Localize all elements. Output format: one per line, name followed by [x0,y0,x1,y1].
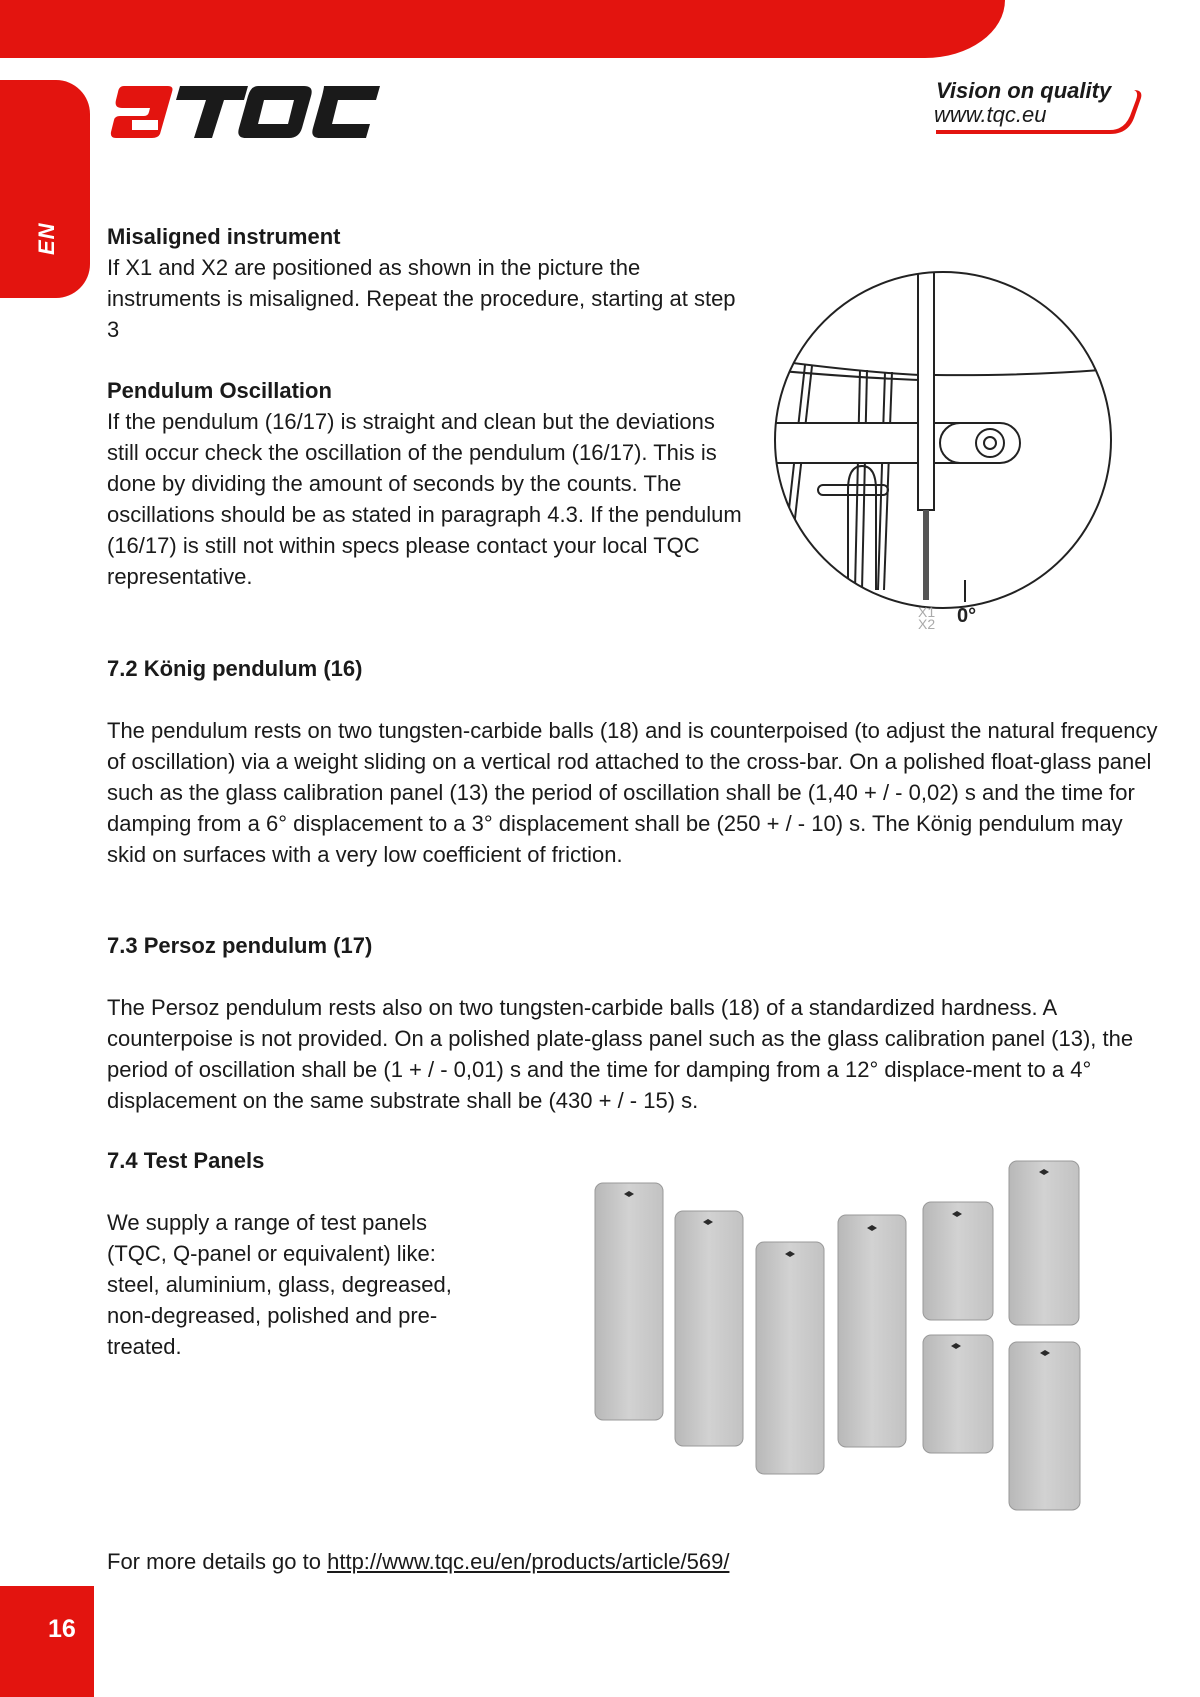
product-article-link[interactable]: http://www.tqc.eu/en/products/article/569/ [327,1549,730,1574]
persoz-body: The Persoz pendulum rests also on two tungsten-carbide balls (18) of a standardized hardness. A counterpoise is not provided. On a polished plate-glass panel such as the glass calibration panel (13), the period of oscillation shall be (1 + / - 0,01) s and the time for damping from a 12° displace-ment to a 4° displacement on the same substrate shall be (430 + / - 15) s. [107,995,1134,1113]
more-details-line [107,1546,729,1577]
konig-section [107,653,1162,870]
test-panels-heading: 7.4 Test Panels [107,1148,265,1173]
x1-label: X1 [918,604,936,620]
test-panels-body: We supply a range of test panels (TQC, Q-panel or equivalent) like: steel, aluminium, glass, degreased, non-degreased, polished and pre-treated. [107,1210,452,1359]
test-panels-section [107,1145,487,1362]
page-number: 16 [48,1615,76,1643]
tqc-logo [108,80,383,140]
misaligned-heading: Misaligned instrument [107,224,341,249]
website-text: www.tqc.eu [934,102,1047,127]
alignment-diagram [760,260,1130,630]
konig-heading: 7.2 König pendulum (16) [107,656,363,681]
oscillation-heading: Pendulum Oscillation [107,378,332,403]
tagline-block [934,78,1144,140]
persoz-section [107,930,1162,1116]
tagline-text: Vision on quality [936,78,1112,103]
language-tab [0,80,90,298]
zero-degree-label: 0° [957,605,977,627]
oscillation-body: If the pendulum (16/17) is straight and clean but the deviations still occur check the oscillation of the pendulum (16/17). This is done by dividing the amount of seconds by the counts. The oscillations should be as stated in paragraph 4.3. If the pendulum (16/17) is still not within specs please contact your local TQC representative. [107,409,742,589]
header-red-bar [0,0,1005,58]
more-details-prefix: For more details go to [107,1549,328,1574]
misaligned-body: If X1 and X2 are positioned as shown in the picture the instruments is misaligned. Repeat the procedure, starting at step 3 [107,255,736,342]
language-label: EN [34,222,59,255]
konig-body: The pendulum rests on two tungsten-carbide balls (18) and is counterpoised (to adjust the natural frequency of oscillation) via a weight sliding on a vertical rod attached to the cross-bar. On a polished float-glass panel such as the glass calibration panel (13) the period of oscillation shall be (1,40 + / - 0,02) s and the time for damping from a 6° displacement to a 3° displacement shall be (250 + / - 10) s. The König pendulum may skid on surfaces with a very low coefficient of friction. [107,718,1158,867]
persoz-heading: 7.3 Persoz pendulum (17) [107,933,373,958]
test-panels-photo [590,1155,1130,1515]
test-panels-image-icon [590,1155,1130,1515]
oscillation-section [107,375,747,592]
page-number-box [0,1586,94,1697]
x2-label: X2 [918,616,936,632]
misaligned-section [107,221,747,345]
tqc-logo-icon [108,80,383,140]
pendulum-diagram-icon [760,260,1130,630]
